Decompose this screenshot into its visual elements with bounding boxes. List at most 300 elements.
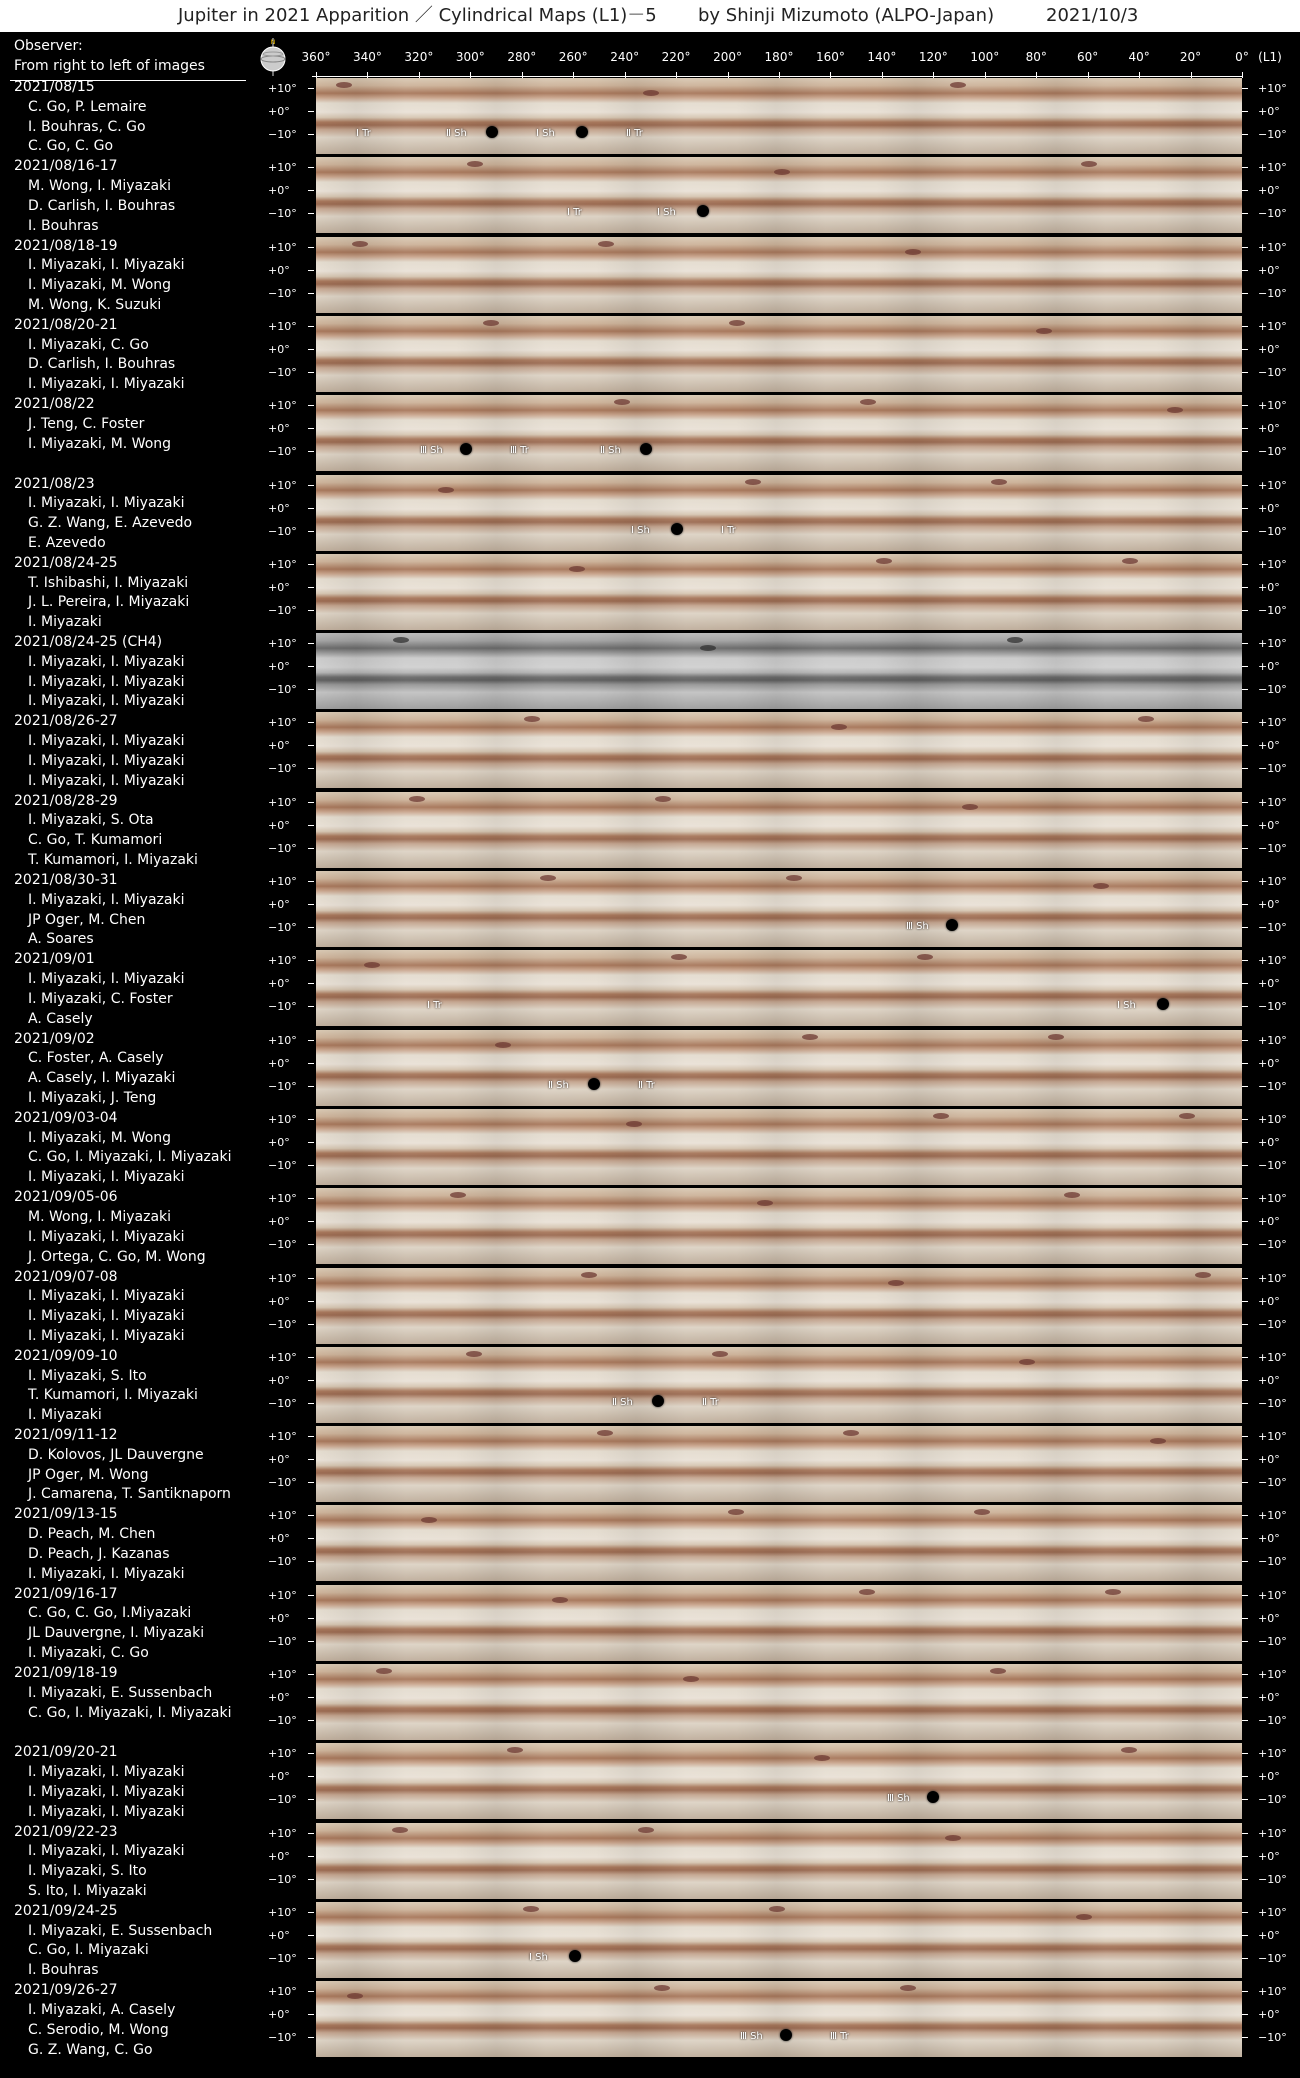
observer-names: C. Serodio, M. Wong: [28, 2021, 169, 2038]
atmospheric-oval: [352, 241, 368, 247]
latitude-tick: [1242, 372, 1248, 373]
moon-event-label: Ⅰ Tr: [356, 128, 371, 139]
observation-group: [14, 1505, 184, 1584]
latitude-tick: [308, 1278, 314, 1279]
moon-shadow: [486, 126, 498, 138]
cylindrical-map-strip: [316, 1109, 1242, 1185]
atmospheric-oval: [831, 724, 847, 730]
latitude-tick: [1242, 1674, 1248, 1675]
observer-names: I. Miyazaki, E. Sussenbach: [28, 1922, 213, 1939]
observer-names: C. Go, C. Go: [28, 138, 114, 155]
latitude-tick: [1242, 1879, 1248, 1880]
latitude-tick: [308, 564, 314, 565]
atmospheric-oval: [802, 1034, 818, 1040]
latitude-label-left: −10°: [268, 1951, 297, 1965]
latitude-label-right: +10°: [1258, 795, 1287, 809]
latitude-tick: [308, 983, 314, 984]
atmospheric-oval: [1122, 558, 1138, 564]
observer-names: T. Ishibashi, I. Miyazaki: [28, 574, 189, 591]
atmospheric-oval: [524, 716, 540, 722]
latitude-label-right: +10°: [1258, 1509, 1287, 1523]
latitude-tick: [308, 1324, 314, 1325]
moon-shadow: [569, 1950, 581, 1962]
latitude-tick: [1242, 1119, 1248, 1120]
observer-heading-line1: Observer:: [14, 38, 83, 54]
latitude-label-right: +0°: [1258, 1294, 1280, 1308]
observation-date: 2021/09/20-21: [14, 1744, 118, 1761]
observation-date: 2021/09/11-12: [14, 1427, 118, 1444]
observation-date: 2021/09/05-06: [14, 1189, 118, 1206]
latitude-tick: [308, 1221, 314, 1222]
longitude-label: 360°: [301, 50, 331, 64]
latitude-tick: [308, 1618, 314, 1619]
latitude-label-right: +0°: [1258, 818, 1280, 832]
observer-names: I. Miyazaki, I. Miyazaki: [28, 1803, 185, 1820]
observation-date: 2021/09/26-27: [14, 1982, 118, 1999]
latitude-label-right: −10°: [1258, 1396, 1287, 1410]
latitude-label-right: +10°: [1258, 1905, 1287, 1919]
latitude-label-left: −10°: [268, 1872, 297, 1886]
atmospheric-oval: [917, 954, 933, 960]
latitude-tick: [1242, 1958, 1248, 1959]
latitude-label-left: +0°: [268, 2008, 290, 2022]
latitude-label-left: −10°: [268, 1158, 297, 1172]
latitude-tick: [308, 643, 314, 644]
observer-names: I. Miyazaki, M. Wong: [28, 277, 172, 294]
latitude-label-left: +10°: [268, 1905, 297, 1919]
latitude-tick: [1242, 247, 1248, 248]
latitude-tick: [308, 2014, 314, 2015]
latitude-tick: [1242, 1436, 1248, 1437]
latitude-tick: [308, 167, 314, 168]
latitude-tick: [1242, 1991, 1248, 1992]
atmospheric-oval: [814, 1755, 830, 1761]
latitude-label-right: −10°: [1258, 365, 1287, 379]
atmospheric-oval: [769, 1906, 785, 1912]
latitude-tick: [308, 213, 314, 214]
observation-group: [14, 871, 184, 950]
latitude-tick: [308, 881, 314, 882]
moon-shadow: [640, 443, 652, 455]
observer-list: [0, 32, 310, 2078]
atmospheric-oval: [974, 1509, 990, 1515]
latitude-label-right: −10°: [1258, 762, 1287, 776]
latitude-label-right: +0°: [1258, 1453, 1280, 1467]
atmospheric-oval: [421, 1517, 437, 1523]
latitude-label-left: +10°: [268, 637, 297, 651]
latitude-label-right: −10°: [1258, 1238, 1287, 1252]
latitude-label-left: +0°: [268, 818, 290, 832]
latitude-label-left: +10°: [268, 1350, 297, 1364]
latitude-label-right: +10°: [1258, 1271, 1287, 1285]
latitude-tick: [1242, 983, 1248, 984]
latitude-tick: [308, 1459, 314, 1460]
latitude-tick: [1242, 1912, 1248, 1913]
longitude-label: 300°: [455, 50, 485, 64]
latitude-tick: [1242, 293, 1248, 294]
latitude-tick: [308, 689, 314, 690]
latitude-tick: [1242, 564, 1248, 565]
latitude-label-left: +0°: [268, 898, 290, 911]
latitude-tick: [308, 745, 314, 746]
latitude-label-right: +10°: [1258, 637, 1287, 651]
cylindrical-map-strip: [316, 712, 1242, 788]
observer-names: J. Teng, C. Foster: [28, 415, 145, 432]
atmospheric-oval: [1195, 1272, 1211, 1278]
atmospheric-oval: [1150, 1438, 1166, 1444]
cylindrical-map-strip: [316, 1585, 1242, 1661]
latitude-tick: [308, 508, 314, 509]
moon-event-label: Ⅱ Tr: [638, 1079, 655, 1091]
latitude-tick: [1242, 722, 1248, 723]
latitude-tick: [1242, 1935, 1248, 1936]
latitude-label-left: +10°: [268, 240, 297, 254]
latitude-label-right: +10°: [1258, 161, 1287, 175]
atmospheric-oval: [1081, 161, 1097, 167]
moon-shadow: [946, 919, 958, 931]
latitude-tick: [308, 1040, 314, 1041]
latitude-label-left: +10°: [268, 954, 297, 968]
atmospheric-oval: [1064, 1192, 1080, 1198]
map-title: Jupiter in 2021 Apparition ／ Cylindrical Maps (L1)－5: [178, 5, 657, 26]
atmospheric-oval: [888, 1280, 904, 1286]
observation-date: 2021/09/13-15: [14, 1506, 118, 1523]
latitude-label-right: +10°: [1258, 1430, 1287, 1444]
latitude-tick: [308, 1380, 314, 1381]
observation-group: [14, 1664, 231, 1723]
latitude-label-right: −10°: [1258, 2031, 1287, 2045]
moon-event-label: Ⅲ Sh: [906, 921, 929, 932]
latitude-tick: [1242, 610, 1248, 611]
observation-date: 2021/08/18-19: [14, 237, 118, 254]
latitude-label-right: −10°: [1258, 1951, 1287, 1965]
cylindrical-map-strip: [316, 1902, 1242, 1978]
latitude-label-left: +0°: [268, 1453, 290, 1467]
latitude-label-right: +0°: [1258, 739, 1280, 753]
latitude-label-right: −10°: [1258, 921, 1287, 934]
latitude-tick: [1242, 960, 1248, 961]
moon-shadow: [671, 523, 683, 535]
atmospheric-oval: [905, 249, 921, 255]
latitude-label-left: +10°: [268, 1509, 297, 1523]
observer-names: I. Miyazaki, I. Miyazaki: [28, 673, 185, 690]
atmospheric-oval: [729, 320, 745, 326]
observer-names: I. Miyazaki, I. Miyazaki: [28, 653, 185, 670]
latitude-label-left: +0°: [268, 422, 290, 436]
observer-names: J. Ortega, C. Go, M. Wong: [28, 1248, 206, 1265]
latitude-tick: [308, 270, 314, 271]
latitude-label-right: +10°: [1258, 1668, 1287, 1681]
observation-date: 2021/09/09-10: [14, 1347, 118, 1364]
latitude-tick: [308, 1086, 314, 1087]
atmospheric-oval: [409, 796, 425, 802]
latitude-label-left: +0°: [268, 184, 290, 198]
observation-date: 2021/08/24-25 (CH4): [14, 634, 163, 651]
latitude-label-right: −10°: [1258, 207, 1287, 221]
latitude-tick: [308, 1198, 314, 1199]
longitude-label: 180°: [764, 50, 794, 64]
latitude-label-right: +10°: [1258, 1985, 1287, 1999]
latitude-label-left: −10°: [268, 841, 297, 855]
cylindrical-map-strip: [316, 1823, 1242, 1899]
latitude-label-right: −10°: [1258, 286, 1287, 300]
observer-names: I. Miyazaki, S. Ota: [28, 812, 154, 829]
atmospheric-oval: [1048, 1034, 1064, 1040]
latitude-tick: [308, 960, 314, 961]
observation-group: [14, 237, 184, 316]
latitude-label-right: +0°: [1258, 1611, 1280, 1625]
observer-names: JP Oger, M. Wong: [28, 1466, 149, 1483]
moon-shadow: [652, 1395, 664, 1407]
cylindrical-map-strip: [316, 950, 1242, 1026]
cylindrical-map-strip: [316, 1268, 1242, 1344]
latitude-label-right: −10°: [1258, 1158, 1287, 1172]
observer-names: A. Soares: [28, 931, 94, 948]
latitude-label-left: +0°: [268, 580, 290, 594]
moon-event-label: Ⅲ Sh: [740, 2031, 763, 2043]
moon-event-label: Ⅰ Sh: [536, 128, 555, 139]
latitude-tick: [1242, 134, 1248, 135]
observer-names: I. Miyazaki, C. Go: [28, 1645, 149, 1662]
latitude-tick: [1242, 1595, 1248, 1596]
atmospheric-oval: [774, 169, 790, 175]
latitude-tick: [1242, 1221, 1248, 1222]
latitude-label-right: −10°: [1258, 128, 1287, 141]
observation-date: 2021/09/03-04: [14, 1109, 118, 1126]
latitude-label-right: +0°: [1258, 105, 1280, 118]
latitude-label-right: +0°: [1258, 1849, 1280, 1863]
longitude-system-label: (L1): [1258, 50, 1282, 64]
latitude-tick: [1242, 349, 1248, 350]
latitude-label-left: −10°: [268, 1476, 297, 1490]
latitude-tick: [1242, 1198, 1248, 1199]
moon-shadow: [697, 205, 709, 217]
observation-group: [14, 1902, 212, 1981]
longitude-label: 200°: [713, 50, 742, 64]
atmospheric-oval: [1019, 1359, 1035, 1365]
latitude-tick: [308, 1063, 314, 1064]
latitude-label-left: +10°: [268, 795, 297, 809]
latitude-tick: [308, 1856, 314, 1857]
longitude-label: 220°: [661, 50, 691, 64]
latitude-label-left: +0°: [268, 1611, 290, 1625]
observer-names: M. Wong, I. Miyazaki: [28, 178, 172, 195]
latitude-label-right: −10°: [1258, 1793, 1287, 1807]
latitude-tick: [1242, 825, 1248, 826]
latitude-label-left: −10°: [268, 2031, 297, 2045]
observation-group: [14, 1981, 175, 2060]
atmospheric-oval: [393, 637, 409, 643]
latitude-tick: [1242, 531, 1248, 532]
latitude-label-left: +0°: [268, 1770, 290, 1784]
latitude-label-left: +10°: [268, 875, 297, 888]
observation-date: 2021/09/18-19: [14, 1665, 118, 1681]
moon-event-label: Ⅱ Tr: [626, 128, 643, 139]
cylindrical-map-strip: [316, 78, 1242, 154]
latitude-label-left: +10°: [268, 1112, 297, 1126]
latitude-label-left: +0°: [268, 977, 290, 991]
moon-event-label: Ⅱ Sh: [612, 1396, 633, 1408]
latitude-tick: [1242, 508, 1248, 509]
latitude-tick: [1242, 167, 1248, 168]
map-author: by Shinji Mizumoto (ALPO-Japan): [698, 5, 995, 26]
longitude-label: 160°: [815, 50, 845, 64]
latitude-label-right: −10°: [1258, 524, 1287, 538]
latitude-label-right: +10°: [1258, 954, 1287, 968]
observation-group: [14, 554, 189, 633]
latitude-tick: [1242, 1561, 1248, 1562]
observation-group: [14, 157, 175, 236]
latitude-label-right: +0°: [1258, 184, 1280, 198]
latitude-tick: [1242, 1720, 1248, 1721]
latitude-tick: [1242, 881, 1248, 882]
latitude-tick: [308, 1879, 314, 1880]
observation-date: 2021/09/24-25: [14, 1902, 118, 1919]
observation-date: 2021/08/24-25: [14, 554, 118, 571]
latitude-tick: [308, 1595, 314, 1596]
observation-date: 2021/08/23: [14, 475, 95, 492]
observation-date: 2021/09/02: [14, 1030, 95, 1047]
latitude-tick: [1242, 745, 1248, 746]
latitude-tick: [308, 1720, 314, 1721]
latitude-label-right: +0°: [1258, 422, 1280, 436]
longitude-tick: [1242, 72, 1243, 78]
observer-names: I. Miyazaki, I. Miyazaki: [28, 1308, 185, 1325]
observer-names: I. Miyazaki, I. Miyazaki: [28, 495, 185, 512]
latitude-label-left: −10°: [268, 1714, 297, 1727]
moon-event-label: Ⅰ Sh: [631, 524, 650, 536]
latitude-tick: [308, 1641, 314, 1642]
latitude-label-left: +10°: [268, 1668, 297, 1681]
latitude-label-left: −10°: [268, 1000, 297, 1014]
latitude-label-right: +10°: [1258, 319, 1287, 333]
latitude-tick: [308, 1515, 314, 1516]
map-panel: [0, 32, 1300, 2078]
observer-names: I. Miyazaki, I. Miyazaki: [28, 1565, 185, 1582]
longitude-axis-line: [312, 76, 1242, 77]
observer-names: I. Miyazaki, C. Foster: [28, 990, 173, 1007]
latitude-label-left: −10°: [268, 1634, 297, 1648]
longitude-label: 100°: [970, 50, 1000, 64]
latitude-tick: [1242, 190, 1248, 191]
atmospheric-oval: [638, 1827, 654, 1833]
latitude-tick: [308, 349, 314, 350]
observer-names: I. Miyazaki, J. Teng: [28, 1089, 157, 1106]
latitude-tick: [308, 768, 314, 769]
latitude-tick: [1242, 405, 1248, 406]
latitude-label-right: −10°: [1258, 841, 1287, 855]
latitude-tick: [308, 722, 314, 723]
latitude-label-left: −10°: [268, 1555, 297, 1569]
atmospheric-oval: [990, 1668, 1006, 1674]
latitude-tick: [1242, 666, 1248, 667]
latitude-tick: [308, 428, 314, 429]
latitude-tick: [308, 326, 314, 327]
observation-date: 2021/09/22-23: [14, 1823, 118, 1840]
latitude-tick: [308, 1561, 314, 1562]
latitude-tick: [308, 927, 314, 928]
latitude-tick: [1242, 802, 1248, 803]
latitude-tick: [308, 587, 314, 588]
latitude-label-left: +10°: [268, 319, 297, 333]
latitude-label-left: −10°: [268, 921, 297, 934]
cylindrical-map-strip: [316, 1505, 1242, 1581]
latitude-label-right: +0°: [1258, 1770, 1280, 1784]
latitude-label-left: +10°: [268, 1033, 297, 1047]
observation-group: [14, 950, 184, 1029]
latitude-label-left: +10°: [268, 557, 297, 571]
latitude-tick: [1242, 88, 1248, 89]
latitude-tick: [308, 1833, 314, 1834]
observation-date: 2021/08/28-29: [14, 792, 118, 809]
observation-date: 2021/09/16-17: [14, 1585, 118, 1602]
latitude-tick: [308, 610, 314, 611]
observation-group: [14, 792, 198, 871]
latitude-label-left: +0°: [268, 1215, 290, 1229]
latitude-label-right: +0°: [1258, 501, 1280, 515]
cylindrical-map-strip: [316, 792, 1242, 868]
atmospheric-oval: [376, 1668, 392, 1674]
atmospheric-oval: [552, 1597, 568, 1603]
latitude-tick: [1242, 428, 1248, 429]
atmospheric-oval: [1179, 1113, 1195, 1119]
observer-names: G. Z. Wang, E. Azevedo: [28, 515, 193, 532]
latitude-label-right: +10°: [1258, 399, 1287, 413]
latitude-tick: [308, 1753, 314, 1754]
observer-names: E. Azevedo: [28, 534, 106, 551]
observation-group: [14, 475, 192, 554]
observer-names: D. Carlish, I. Bouhras: [28, 356, 176, 373]
latitude-tick: [308, 531, 314, 532]
cylindrical-map-strip: [316, 1030, 1242, 1106]
longitude-label: 260°: [558, 50, 588, 64]
observer-names: D. Carlish, I. Bouhras: [28, 197, 176, 214]
observer-names: I. Miyazaki, I. Miyazaki: [28, 1783, 185, 1800]
atmospheric-oval: [597, 1430, 613, 1436]
atmospheric-oval: [483, 320, 499, 326]
latitude-tick: [1242, 1833, 1248, 1834]
atmospheric-oval: [336, 82, 352, 88]
atmospheric-oval: [876, 558, 892, 564]
longitude-label: 340°: [352, 50, 382, 64]
moon-shadow: [927, 1791, 939, 1803]
cylindrical-map-strip: [316, 633, 1242, 709]
latitude-label-left: +0°: [268, 1532, 290, 1546]
latitude-tick: [1242, 1538, 1248, 1539]
latitude-label-left: −10°: [268, 1317, 297, 1331]
latitude-tick: [1242, 2037, 1248, 2038]
moon-shadow: [460, 443, 472, 455]
latitude-tick: [1242, 1515, 1248, 1516]
moon-event-label: Ⅰ Tr: [721, 524, 736, 536]
observation-date: 2021/08/22: [14, 396, 95, 413]
observer-names: I. Miyazaki, I. Miyazaki: [28, 1327, 185, 1344]
observation-group: [14, 395, 171, 454]
latitude-tick: [1242, 451, 1248, 452]
latitude-tick: [1242, 1618, 1248, 1619]
latitude-tick: [308, 1403, 314, 1404]
atmospheric-oval: [495, 1042, 511, 1048]
latitude-tick: [1242, 1244, 1248, 1245]
atmospheric-oval: [757, 1200, 773, 1206]
longitude-label: 40°: [1128, 50, 1150, 64]
observer-names: D. Peach, J. Kazanas: [28, 1545, 170, 1562]
latitude-tick: [1242, 848, 1248, 849]
latitude-label-left: −10°: [268, 1793, 297, 1807]
observer-names: I. Miyazaki: [28, 614, 102, 631]
observation-group: [14, 1743, 184, 1822]
latitude-label-left: −10°: [268, 286, 297, 300]
